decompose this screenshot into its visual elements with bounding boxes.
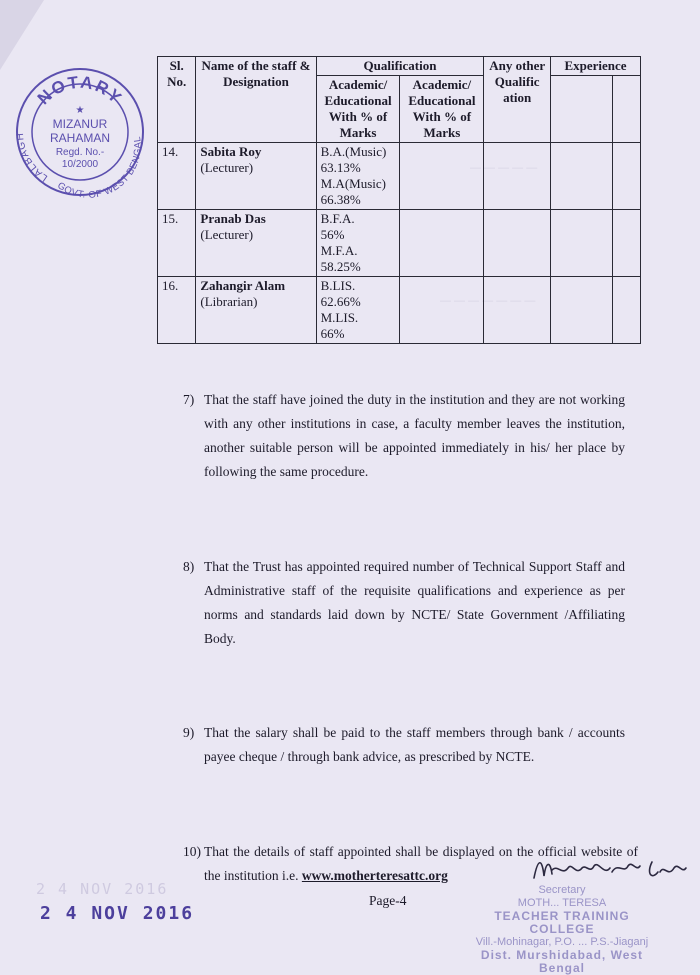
stamp-line: Dist. Murshidabad, West Bengal [480, 948, 644, 975]
empty-cell [400, 277, 484, 344]
seal-bottom-text: GOVT. OF WEST BENGAL [55, 135, 144, 198]
corner-fold [0, 0, 44, 70]
staff-name: Zahangir Alam [200, 278, 286, 293]
header-sl-no: Sl. No. [158, 57, 196, 143]
empty-cell [484, 143, 551, 210]
bleed-through-mark: — — — — — [470, 162, 538, 174]
qualification-line: B.F.A. [320, 211, 355, 226]
qualification-cell [316, 143, 400, 210]
staff-designation: (Librarian) [200, 294, 258, 309]
qualification-line: M.F.A. [320, 243, 358, 258]
paragraph-text: That the Trust has appointed required number of Technical Support Staff and Administrative staff of the requisite qualifications and experience as per norms and standards laid down by NCTE/ State Government /Affiliating Body. [204, 559, 625, 646]
paragraph-9 [183, 721, 625, 769]
staff-designation: (Lecturer) [200, 227, 254, 242]
paragraph-number: 8) [183, 559, 195, 574]
website-link[interactable]: www.motherteresattc.org [301, 868, 448, 883]
paragraph-number: 10) [183, 844, 201, 859]
staff-name: Sabita Roy [200, 144, 262, 159]
qualification-cell [316, 210, 400, 277]
header-qualification: Qualification [316, 57, 484, 76]
staff-designation: (Lecturer) [200, 160, 254, 175]
header-experience-sub1 [551, 76, 613, 143]
stamp-line: Vill.-Mohinagar, P.O. ... P.S.-Jiaganj [475, 936, 649, 948]
page-number: Page-4 [369, 893, 407, 908]
secretary-stamp [462, 884, 662, 975]
empty-cell [400, 210, 484, 277]
stamp-line: MOTH... TERESA [517, 897, 607, 909]
seal-top-text: NOTARY [33, 72, 127, 109]
empty-cell [400, 143, 484, 210]
seal-name-line1: MIZANUR [52, 117, 108, 131]
notary-seal [14, 66, 146, 198]
empty-cell [612, 143, 640, 210]
empty-cell [612, 210, 640, 277]
stamp-line: Secretary [538, 884, 586, 896]
qualification-line: B.A.(Music) [320, 144, 387, 159]
seal-left-text: LALBAGH [14, 131, 50, 184]
bleed-through-mark: — — — — — — — [440, 295, 536, 307]
qualification-line: 56% [320, 227, 345, 242]
header-experience: Experience [551, 57, 641, 76]
empty-cell [551, 143, 613, 210]
qualification-line: M.LIS. [320, 310, 359, 325]
ghost-date-stamp: 2 4 NOV 2016 [36, 880, 169, 898]
seal-name-line2: RAHAMAN [49, 131, 111, 145]
paragraph-7 [183, 388, 625, 484]
header-experience-sub2 [612, 76, 640, 143]
date-stamp: 2 4 NOV 2016 [40, 903, 195, 924]
seal-regd-number: 10/2000 [61, 159, 99, 170]
qualification-line: 66.38% [320, 192, 361, 207]
qualification-line: 62.66% [320, 294, 361, 309]
qualification-line: M.A(Music) [320, 176, 386, 191]
table-row [158, 210, 641, 277]
qualification-line: 58.25% [320, 259, 361, 274]
paragraph-text: That the salary shall be paid to the staff members through bank / accounts payee cheque / through bank advice, as prescribed by NCTE. [204, 725, 625, 764]
table-row [158, 143, 641, 210]
empty-cell [551, 277, 613, 344]
seal-star-icon: ★ [75, 105, 85, 116]
paragraph-number: 9) [183, 725, 195, 740]
header-educational: Academic/ Educational With % of Marks [400, 76, 484, 143]
qualification-line: B.LIS. [320, 278, 356, 293]
empty-cell [551, 210, 613, 277]
stamp-line: TEACHER TRAINING COLLEGE [494, 909, 630, 936]
staff-cell [196, 143, 316, 210]
paragraph-number: 7) [183, 392, 195, 407]
staff-qualification-table [157, 56, 641, 344]
paragraph-text: That the staff have joined the duty in the institution and they are not working with any other institutions in case, a faculty member leaves the institution, another suitable person will be appointed immediately in his/ her place by following the same procedure. [204, 392, 625, 479]
staff-name: Pranab Das [200, 211, 266, 226]
table-row [158, 277, 641, 344]
row-number: 16. [158, 277, 196, 344]
qualification-cell [316, 277, 400, 344]
empty-cell [484, 210, 551, 277]
paragraph-8 [183, 555, 625, 651]
qualification-line: 63.13% [320, 160, 361, 175]
header-name-designation: Name of the staff & Designation [196, 57, 316, 143]
empty-cell [612, 277, 640, 344]
header-other-qualification: Any other Qualific ation [484, 57, 551, 143]
row-number: 14. [158, 143, 196, 210]
header-academic: Academic/ Educational With % of Marks [316, 76, 400, 143]
staff-cell [196, 277, 316, 344]
row-number: 15. [158, 210, 196, 277]
empty-cell [484, 277, 551, 344]
paragraph-text: That the details of staff appointed shall be displayed on the official website of the institution i.e. [204, 844, 638, 883]
seal-regd-label: Regd. No.- [55, 147, 105, 158]
staff-cell [196, 210, 316, 277]
qualification-line: 66% [320, 326, 345, 341]
